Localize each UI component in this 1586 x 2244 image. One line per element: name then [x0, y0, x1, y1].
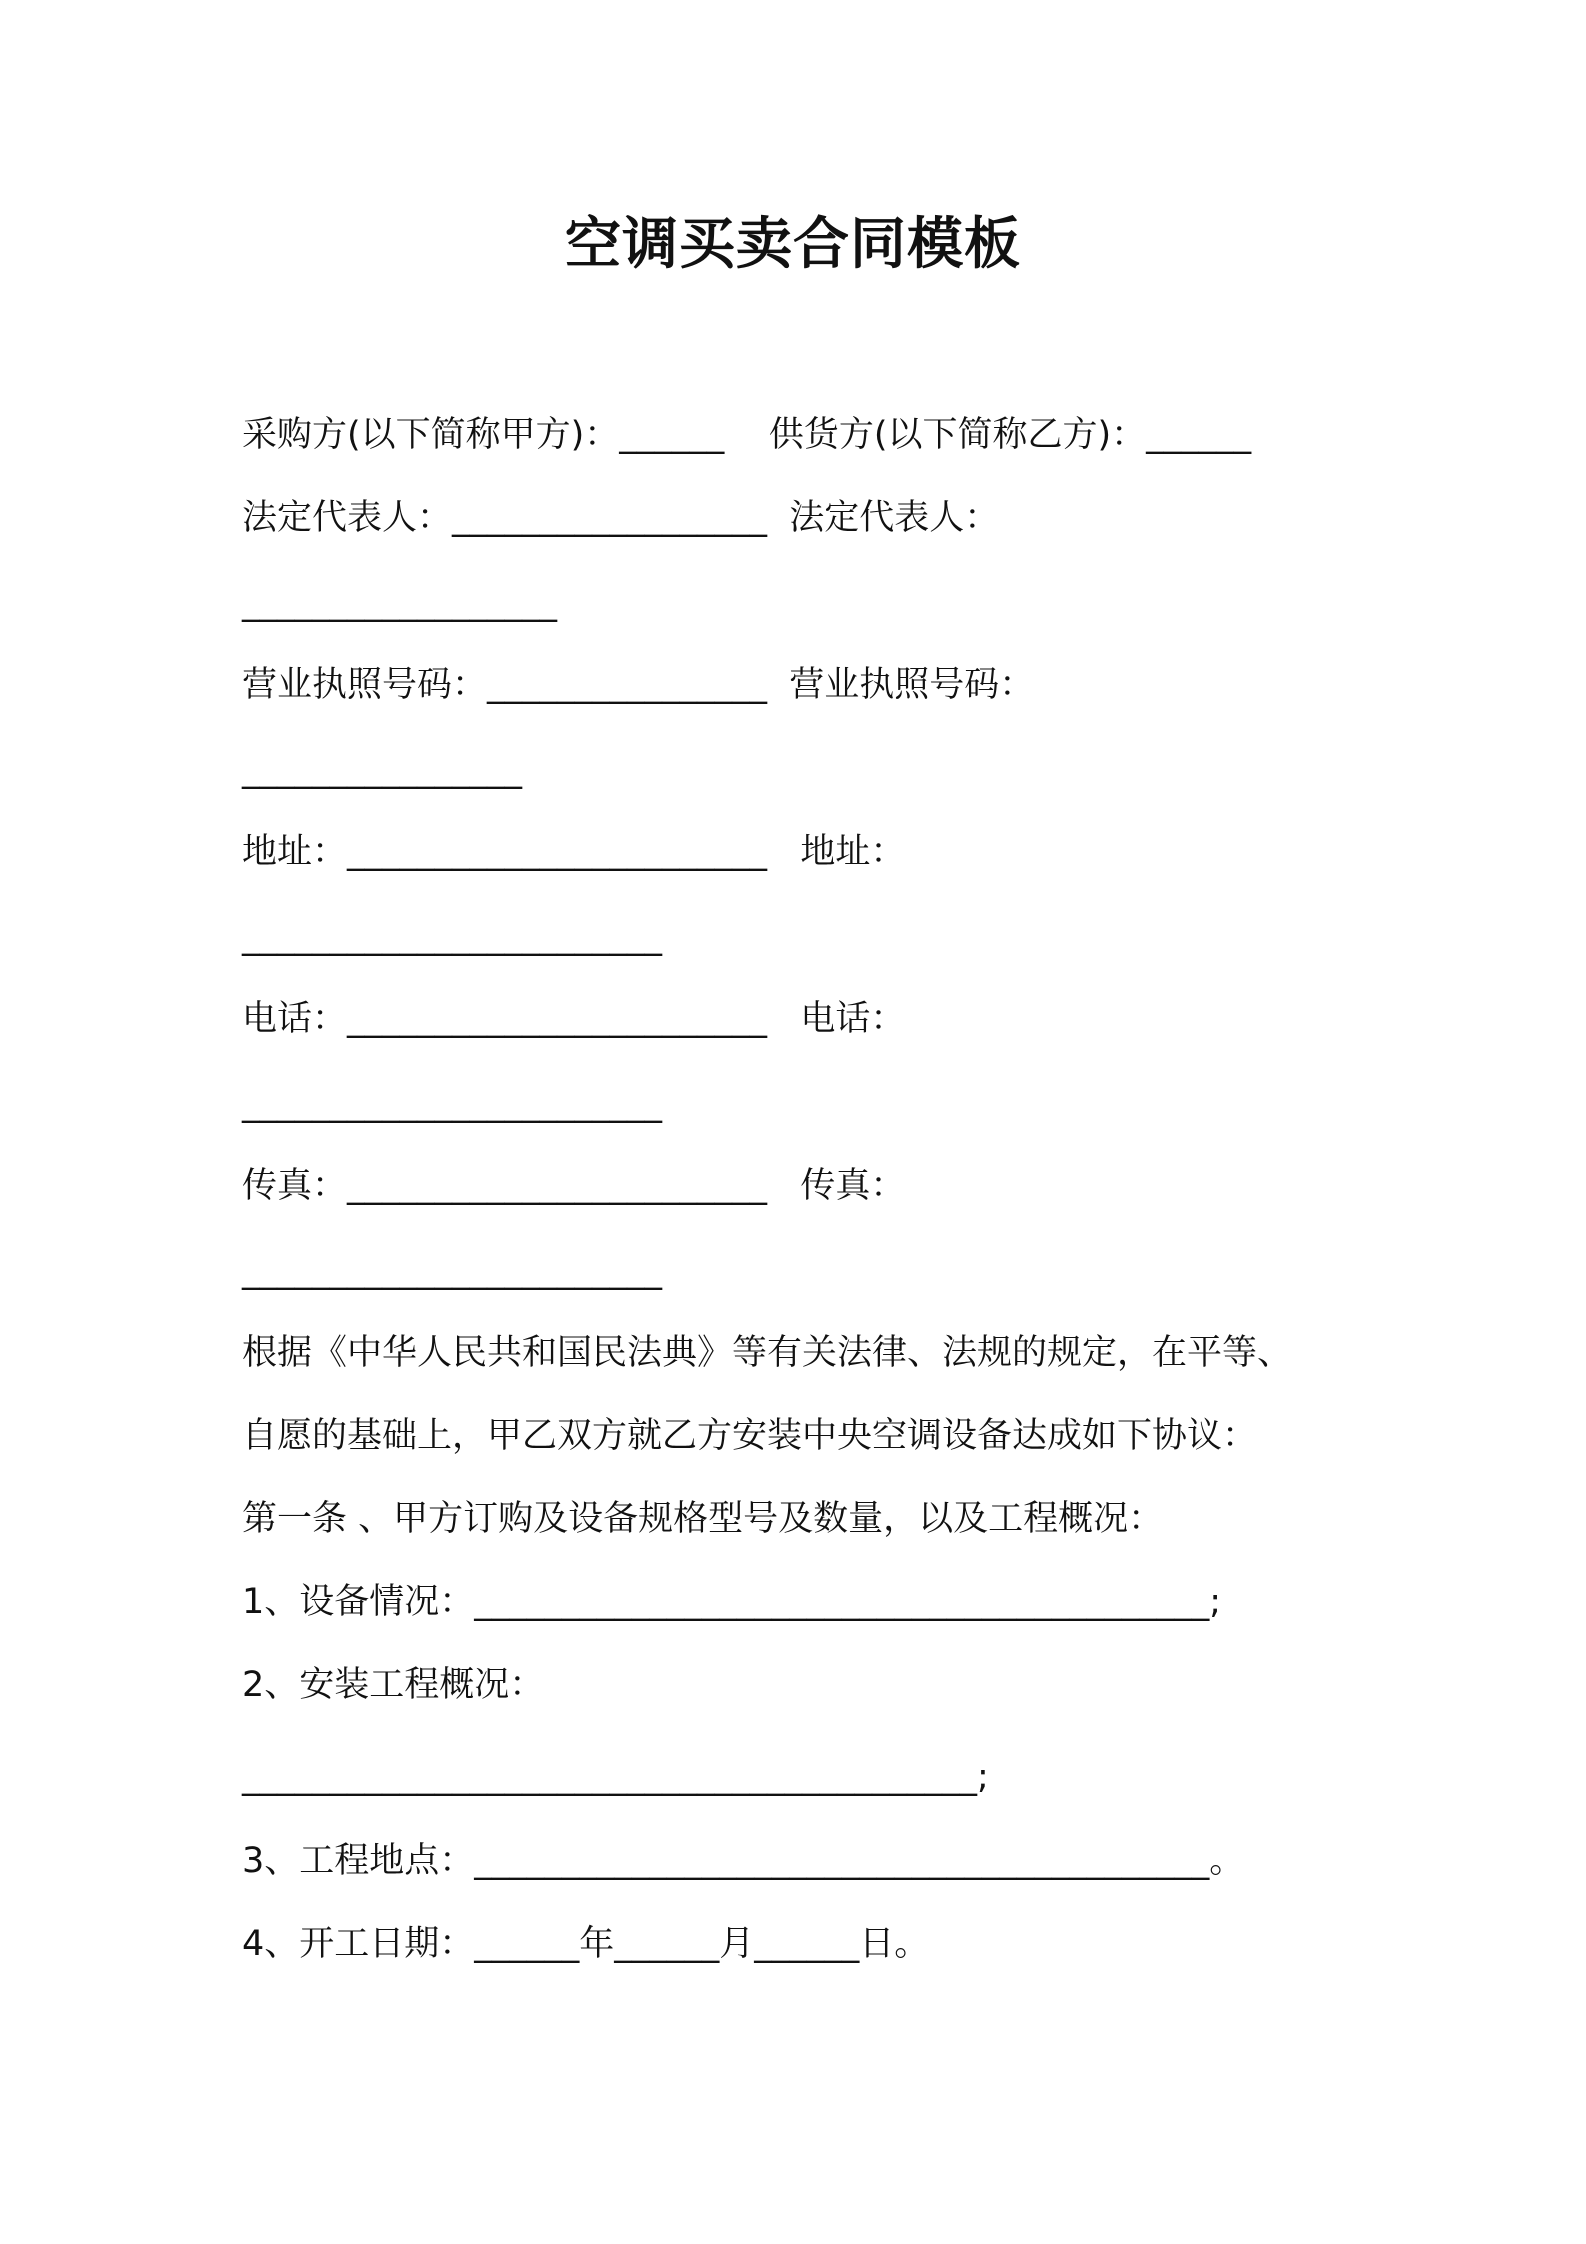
phone-line: 电话：________________________ 电话： — [242, 999, 906, 1039]
license-number-blank-line: ________________ — [242, 750, 522, 790]
document-title: 空调买卖合同模板 — [565, 212, 1021, 277]
legal-rep-blank-line: __________________ — [242, 583, 557, 623]
legal-rep-line: 法定代表人：__________________ 法定代表人： — [242, 498, 1000, 538]
party-names-line: 采购方(以下简称甲方)：______ 供货方(以下简称乙方)：______ — [242, 415, 1252, 455]
fax-line: 传真：________________________ 传真： — [242, 1166, 906, 1206]
preamble-line-1: 根据《中华人民共和国民法典》等有关法律、法规的规定，在平等、 — [242, 1333, 1293, 1373]
address-blank-line: ________________________ — [242, 917, 662, 957]
clause-project-overview: 2、安装工程概况： — [242, 1665, 545, 1705]
article-one-heading: 第一条 、甲方订购及设备规格型号及数量，以及工程概况： — [242, 1499, 1164, 1539]
address-line: 地址：________________________ 地址： — [242, 832, 906, 872]
clause-start-date: 4、开工日期：______年______月______日。 — [242, 1924, 930, 1964]
license-number-line: 营业执照号码：________________ 营业执照号码： — [242, 665, 1035, 705]
preamble-line-2: 自愿的基础上，甲乙双方就乙方安装中央空调设备达成如下协议： — [242, 1416, 1258, 1456]
clause-equipment: 1、设备情况：__________________________________________; — [242, 1582, 1222, 1622]
clause-project-overview-blank: __________________________________________; — [242, 1757, 989, 1797]
clause-project-location: 3、工程地点：__________________________________________。 — [242, 1841, 1245, 1881]
fax-blank-line: ________________________ — [242, 1251, 662, 1291]
phone-blank-line: ________________________ — [242, 1084, 662, 1124]
